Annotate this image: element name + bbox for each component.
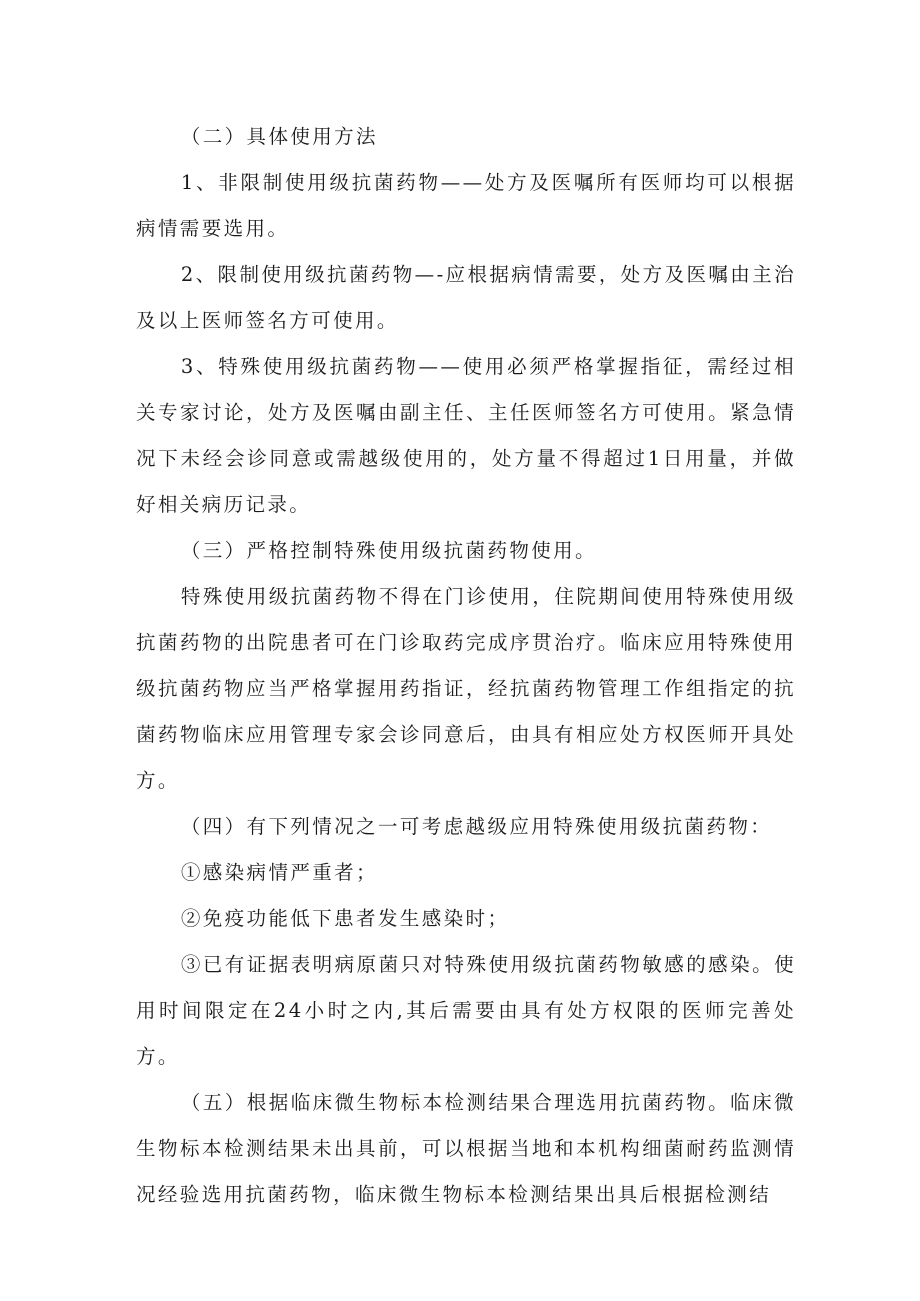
section-heading-specific-usage: （二）具体使用方法 [180, 125, 378, 148]
document-body [136, 114, 796, 1218]
section-heading-microbiology-results: （五）根据临床微生物标本检测结果合理选用抗菌药物。临床微生物标本检测结果未出具前，可以根据当地和本机构细菌耐药监测情况经验选用抗菌药物，临床微生物标本检测结果出具后根据检测结 [136, 1091, 796, 1206]
paragraph-special-drugs: 3、特殊使用级抗菌药物——使用必须严格掌握指征，需经过相关专家讨论，处方及医嘱由副主任、主任医师签名方可使用。紧急情况下未经会诊同意或需越级使用的，处方量不得超过1日用量，并做好相关病历记录。 [136, 355, 796, 516]
paragraph-special-drugs-outpatient: 特殊使用级抗菌药物不得在门诊使用，住院期间使用特殊使用级抗菌药物的出院患者可在门诊取药完成序贯治疗。临床应用特殊使用级抗菌药物应当严格掌握用药指证，经抗菌药物管理工作组指定的抗菌药物临床应用管理专家会诊同意后，由具有相应处方权医师开具处方。 [136, 585, 796, 792]
list-item-immunocompromised: ②免疫功能低下患者发生感染时； [180, 907, 510, 930]
paragraph-unrestricted-drugs: 1、非限制使用级抗菌药物——处方及医嘱所有医师均可以根据病情需要选用。 [136, 171, 796, 240]
paragraph-restricted-drugs: 2、限制使用级抗菌药物—-应根据病情需要，处方及医嘱由主治及以上医师签名方可使用。 [136, 263, 796, 332]
list-item-pathogen-sensitivity: ③已有证据表明病原菌只对特殊使用级抗菌药物敏感的感染。使用时间限定在24小时之内,其后需要由具有处方权限的医师完善处方。 [136, 953, 796, 1068]
section-heading-strict-control: （三）严格控制特殊使用级抗菌药物使用。 [180, 539, 597, 562]
section-heading-bypass-conditions: （四）有下列情况之一可考虑越级应用特殊使用级抗菌药物： [180, 815, 773, 838]
list-item-severe-infection: ①感染病情严重者； [180, 861, 378, 884]
